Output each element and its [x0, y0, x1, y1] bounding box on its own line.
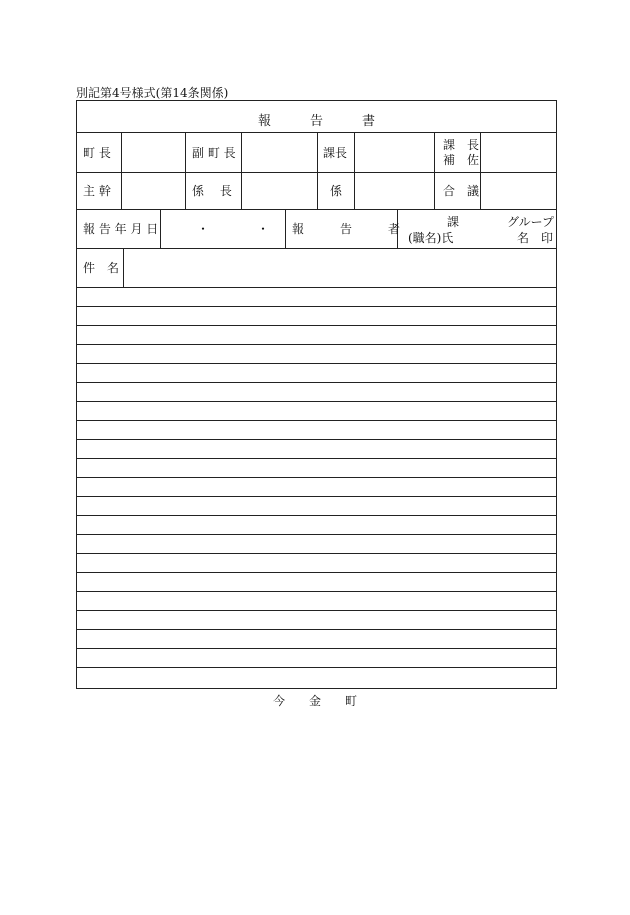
name-seal-label: 名 印 — [517, 231, 554, 245]
col-divider — [317, 132, 318, 209]
col-divider — [185, 132, 186, 209]
reporter-label: 報 告 者 — [292, 222, 401, 236]
report-form — [76, 100, 557, 689]
form-caption: 別記第4号様式(第14条関係) — [76, 86, 229, 100]
col-divider — [160, 209, 161, 248]
mayor-seal-box[interactable] — [122, 133, 185, 172]
subject-label: 件 名 — [83, 261, 120, 275]
section-suffix-label: 課 — [447, 215, 460, 229]
town-name-footer: 今 金 町 — [272, 694, 357, 708]
deputy-mayor-label: 副 町 長 — [192, 146, 236, 160]
assistant-chief-label-1: 課 長 — [443, 138, 480, 152]
section-chief-seal-box[interactable] — [355, 133, 434, 172]
section-chief-label: 課長 — [323, 146, 348, 160]
assistant-chief-label-2: 補 佐 — [443, 153, 480, 167]
mayor-label: 町 長 — [83, 146, 111, 160]
consultation-label: 合 議 — [443, 184, 480, 198]
chief-officer-seal-box[interactable] — [122, 173, 185, 209]
report-date-field[interactable]: ・ ・ — [197, 222, 270, 236]
reporter-field[interactable] — [398, 210, 556, 248]
assistant-chief-seal-box[interactable] — [481, 133, 556, 172]
report-body-area[interactable] — [77, 288, 556, 688]
consultation-seal-box[interactable] — [481, 173, 556, 209]
col-divider — [285, 209, 286, 248]
subsection-chief-label: 係 長 — [192, 184, 232, 198]
deputy-mayor-seal-box[interactable] — [242, 133, 317, 172]
chief-officer-label: 主 幹 — [83, 184, 111, 198]
form-title: 報 告 書 — [257, 114, 375, 129]
report-date-label: 報 告 年 月 日 — [83, 222, 159, 236]
group-label: グループ — [507, 215, 555, 229]
title-name-label: (職名)氏 — [408, 231, 454, 245]
staff-label: 係 — [330, 184, 343, 198]
staff-seal-box[interactable] — [355, 173, 434, 209]
subject-field[interactable] — [124, 249, 556, 287]
col-divider — [434, 132, 435, 209]
subsection-chief-seal-box[interactable] — [242, 173, 317, 209]
